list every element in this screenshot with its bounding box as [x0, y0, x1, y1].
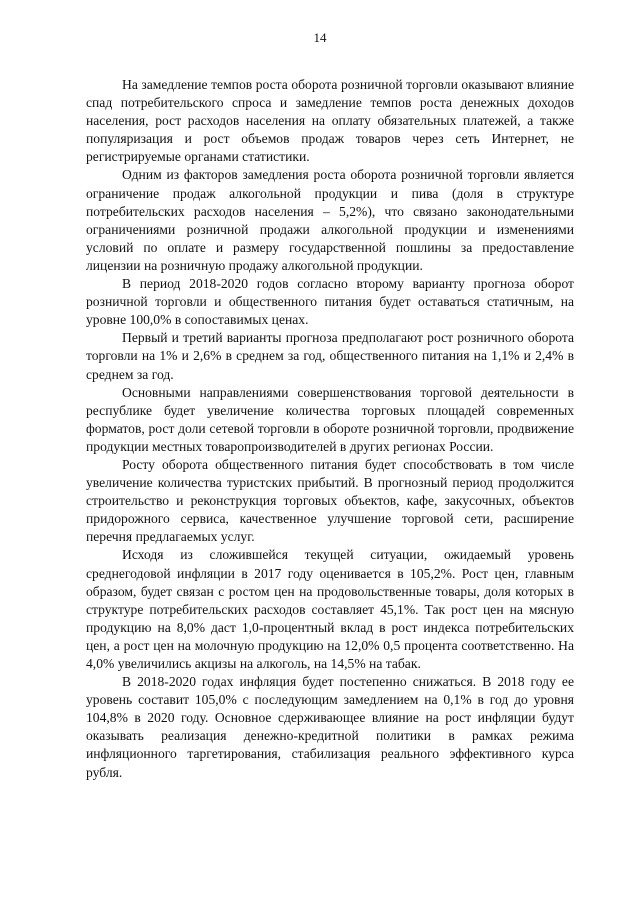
- paragraph-catering-growth: Росту оборота общественного питания будет способствовать в том числе увеличение количества туристских прибытий. В прогнозный период продолжится строительство и реконструкция торговых объектов, кафе, закусочных, объектов придорожного сервиса, качественное улучшение торговой сети, расширение перечня предлагаемых услуг.: [86, 456, 574, 545]
- paragraph-first-third-scenarios: Первый и третий варианты прогноза предполагают рост розничного оборота торговли на 1% и 2,6% в среднем за год, общественного питания на 1,1% и 2,4% в среднем за год.: [86, 330, 574, 382]
- paragraph-trade-development: Основными направлениями совершенствования торговой деятельности в республике будет увеличение количества торговых площадей современных форматов, рост доли сетевой торговли в обороте розничной торговли, продвижение продукции местных товаропроизводителей в других регионах России.: [86, 384, 574, 454]
- paragraph-inflation-forecast: В 2018-2020 годах инфляция будет постепенно снижаться. В 2018 году ее уровень составит 105,0% с последующим замедлением на 0,1% в год до уровня 104,8% в 2020 году. Основное сдерживающее влияние на рост инфляции будут оказывать реализация денежно-кредитной политики в рамках режима инфляционного таргетирования, стабилизация реального эффективного курса рубля.: [86, 674, 574, 780]
- paragraph-alcohol-restrictions: Одним из факторов замедления роста оборота розничной торговли является ограничение продаж алкогольной продукции и пива (доля в структуре потребительских расходов населения – 5,2%), что связано законодательными ограничениями розничной продажи алкогольной продукции и изменениями условий по оплате и размеру государственной пошлины за предоставление лицензии на розничную продажу алкогольной продукции.: [86, 167, 574, 273]
- page-number: 14: [313, 30, 327, 45]
- paragraph-inflation-2017: Исходя из сложившейся текущей ситуации, ожидаемый уровень среднегодовой инфляции в 2017 году оценивается в 105,2%. Рост цен, главным образом, будет связан с ростом цен на продовольственные товары, доля которых в структуре потребительских расходов составляет 45,1%. Так рост цен на мясную продукцию на 8,0% даст 1,0-процентный вклад в рост индекса потребительских цен, а рост цен на молочную продукцию на 12,0% 0,5 процента соответственно. На 4,0% увеличились акцизы на алкоголь, на 14,5% на табак.: [86, 547, 574, 671]
- paragraph-second-scenario: В период 2018-2020 годов согласно второму варианту прогноза оборот розничной торговли и общественного питания будет оставаться статичным, на уровне 100,0% в сопоставимых ценах.: [86, 276, 574, 328]
- body-text: [86, 76, 574, 782]
- paragraph-retail-slowdown-factors: На замедление темпов роста оборота розничной торговли оказывают влияние спад потребительского спроса и замедление темпов роста денежных доходов населения, рост расходов населения на оплату обязательных платежей, а также популяризация и рост объемов продаж товаров через сеть Интернет, не регистрируемые органами статистики.: [86, 77, 574, 165]
